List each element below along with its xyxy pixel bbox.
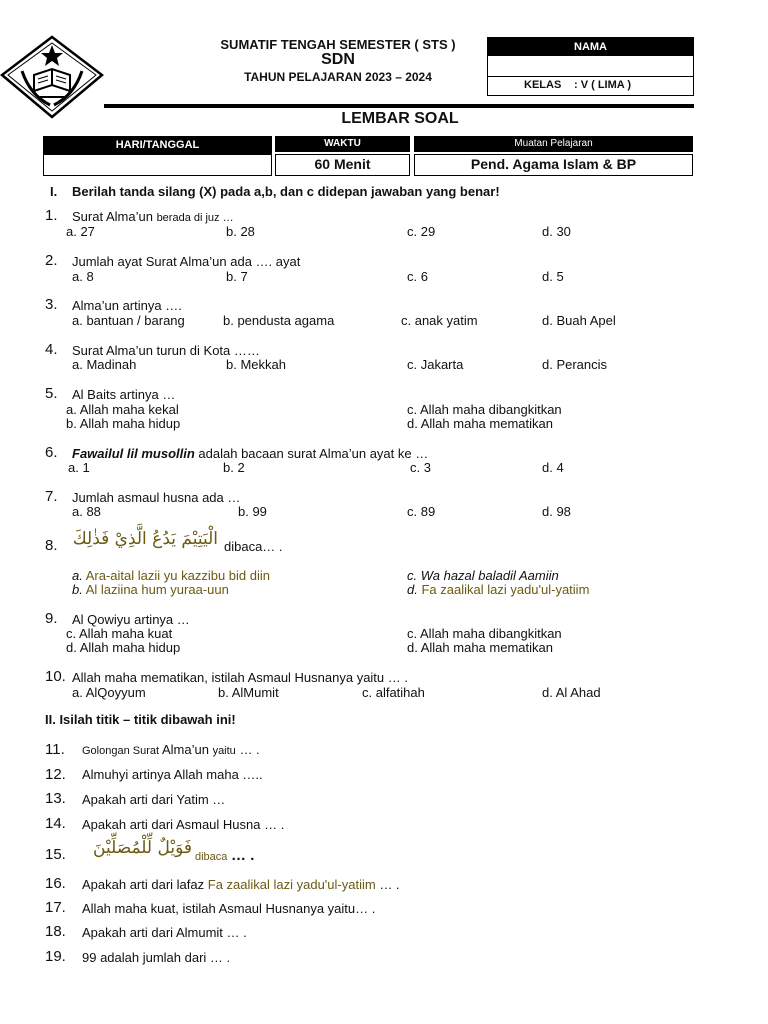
q5-option-a[interactable]: a. Allah maha kekal bbox=[66, 402, 179, 417]
q6-option-c[interactable]: c. 3 bbox=[410, 460, 431, 475]
school-logo bbox=[0, 35, 104, 119]
q7-option-b[interactable]: b. 99 bbox=[238, 504, 267, 519]
muatan-value: Pend. Agama Islam & BP bbox=[414, 154, 693, 176]
question-6-bold-text: Fawailul lil musollin bbox=[72, 446, 195, 461]
question-19-number: 19. bbox=[45, 948, 66, 965]
q5-option-b[interactable]: b. Allah maha hidup bbox=[66, 416, 181, 431]
header-divider bbox=[104, 104, 694, 108]
q6-option-a[interactable]: a. 1 bbox=[68, 460, 90, 475]
question-10-text: Allah maha mematikan, istilah Asmaul Husnanya yaitu … . bbox=[72, 670, 408, 685]
q8-option-c[interactable]: c. Wa hazal baladil Aamiin bbox=[407, 568, 559, 583]
question-2-text: Jumlah ayat Surat Alma’un ada …. ayat bbox=[72, 254, 301, 269]
question-16-end: … . bbox=[379, 877, 400, 892]
question-5-number: 5. bbox=[45, 385, 58, 402]
question-13-text: Apakah arti dari Yatim … bbox=[82, 792, 226, 807]
question-11-main: Alma’un bbox=[161, 742, 209, 757]
question-7-text: Jumlah asmaul husna ada … bbox=[72, 490, 241, 505]
question-15-small: dibaca bbox=[195, 851, 228, 863]
question-12-number: 12. bbox=[45, 766, 66, 783]
question-8-text: dibaca… . bbox=[224, 539, 283, 554]
q10-option-b[interactable]: b. AlMumit bbox=[218, 685, 279, 700]
q3-option-a[interactable]: a. bantuan / barang bbox=[72, 313, 185, 328]
q8-option-d-text: Fa zaalikal lazi yadu'ul-yatiim bbox=[421, 582, 590, 597]
question-2-number: 2. bbox=[45, 252, 58, 269]
q8-option-a[interactable] bbox=[72, 568, 270, 583]
question-4-text: Surat Alma’un turun di Kota …… bbox=[72, 343, 260, 358]
question-17-number: 17. bbox=[45, 899, 66, 916]
q10-option-d[interactable]: d. Al Ahad bbox=[542, 685, 601, 700]
q6-option-b[interactable]: b. 2 bbox=[223, 460, 245, 475]
section-2-instruction: II. Isilah titik – titik dibawah ini! bbox=[45, 712, 236, 727]
q3-option-d[interactable]: d. Buah Apel bbox=[542, 313, 616, 328]
question-18-text: Apakah arti dari Almumit … . bbox=[82, 925, 247, 940]
hari-label: HARI/TANGGAL bbox=[43, 136, 272, 154]
q8-option-a-letter: a. bbox=[72, 568, 83, 583]
q6-option-d[interactable]: d. 4 bbox=[542, 460, 564, 475]
question-16-olive: Fa zaalikal lazi yadu'ul-yatiim bbox=[207, 877, 376, 892]
q2-option-a[interactable]: a. 8 bbox=[72, 269, 94, 284]
question-7-number: 7. bbox=[45, 488, 58, 505]
question-6-number: 6. bbox=[45, 444, 58, 461]
q4-option-d[interactable]: d. Perancis bbox=[542, 357, 608, 372]
q7-option-d[interactable]: d. 98 bbox=[542, 504, 571, 519]
q5-option-d[interactable]: d. Allah maha mematikan bbox=[407, 416, 553, 431]
exam-title-line: SUMATIF TENGAH SEMESTER ( STS ) bbox=[220, 37, 456, 52]
q10-option-a[interactable]: a. AlQoyyum bbox=[72, 685, 146, 700]
section-1-number: I. bbox=[50, 184, 58, 199]
question-8-number: 8. bbox=[45, 537, 58, 554]
kelas-label: KELAS bbox=[524, 79, 562, 91]
q9-option-b[interactable]: d. Allah maha hidup bbox=[66, 640, 181, 655]
q8-option-d-letter: d. bbox=[407, 582, 418, 597]
nama-label: NAMA bbox=[488, 38, 693, 56]
q4-option-a[interactable]: a. Madinah bbox=[72, 357, 137, 372]
question-8-arabic: الْيَتِيْمَ يَدُعُ الَّذِيْ فَذٰلِكَ bbox=[72, 529, 218, 549]
q2-option-d[interactable]: d. 5 bbox=[542, 269, 564, 284]
q1-option-d[interactable]: d. 30 bbox=[542, 224, 571, 239]
q5-option-c[interactable]: c. Allah maha dibangkitkan bbox=[407, 402, 562, 417]
waktu-label: WAKTU bbox=[275, 136, 410, 152]
q7-option-a[interactable]: a. 88 bbox=[72, 504, 101, 519]
q4-option-c[interactable]: c. Jakarta bbox=[407, 357, 464, 372]
question-9-number: 9. bbox=[45, 610, 58, 627]
question-6-text bbox=[72, 446, 428, 461]
q9-option-a[interactable]: c. Allah maha kuat bbox=[66, 626, 173, 641]
q10-option-c[interactable]: c. alfatihah bbox=[362, 685, 425, 700]
question-16-number: 16. bbox=[45, 875, 66, 892]
q2-option-c[interactable]: c. 6 bbox=[407, 269, 428, 284]
q8-option-b-text: Al laziina hum yuraa-uun bbox=[85, 582, 229, 597]
q2-option-b[interactable]: b. 7 bbox=[226, 269, 248, 284]
q8-option-b-letter: b. bbox=[72, 582, 83, 597]
q9-option-c[interactable]: c. Allah maha dibangkitkan bbox=[407, 626, 562, 641]
question-1-number: 1. bbox=[45, 207, 58, 224]
question-11-end: … . bbox=[239, 742, 260, 757]
question-13-number: 13. bbox=[45, 790, 66, 807]
q3-option-c[interactable]: c. anak yatim bbox=[401, 313, 478, 328]
section-1-instruction: Berilah tanda silang (X) pada a,b, dan c didepan jawaban yang benar! bbox=[72, 184, 500, 199]
question-1-text-small: berada di juz … bbox=[156, 212, 234, 224]
q8-option-b[interactable] bbox=[72, 582, 229, 597]
question-14-text: Apakah arti dari Asmaul Husna … . bbox=[82, 817, 285, 832]
question-11-number: 11. bbox=[45, 741, 65, 758]
question-14-number: 14. bbox=[45, 815, 66, 832]
question-15-text bbox=[195, 847, 254, 864]
hari-field[interactable] bbox=[43, 154, 272, 176]
page-title: LEMBAR SOAL bbox=[341, 110, 459, 127]
question-1-text bbox=[72, 209, 234, 224]
question-16-main: Apakah arti dari lafaz bbox=[82, 877, 205, 892]
question-11-text bbox=[82, 742, 260, 757]
question-12-text: Almuhyi artinya Allah maha ….. bbox=[82, 767, 263, 782]
student-info-box bbox=[487, 37, 694, 96]
question-4-number: 4. bbox=[45, 341, 58, 358]
question-5-text: Al Baits artinya … bbox=[72, 387, 176, 402]
q8-option-d[interactable] bbox=[407, 582, 589, 597]
q4-option-b[interactable]: b. Mekkah bbox=[226, 357, 286, 372]
question-1-text-main: Surat Alma’un bbox=[72, 209, 153, 224]
question-3-text: Alma’un artinya …. bbox=[72, 298, 182, 313]
q1-option-c[interactable]: c. 29 bbox=[407, 224, 436, 239]
question-19-text: 99 adalah jumlah dari … . bbox=[82, 950, 231, 965]
waktu-value: 60 Menit bbox=[275, 154, 410, 176]
question-18-number: 18. bbox=[45, 923, 66, 940]
question-6-text-main: adalah bacaan surat Alma’un ayat ke … bbox=[198, 446, 429, 461]
question-10-number: 10. bbox=[45, 668, 66, 685]
school-year: TAHUN PELAJARAN 2023 – 2024 bbox=[244, 70, 432, 84]
question-15-arabic: فَوَيْلٌ لِّلْمُصَلِّيْنَ bbox=[93, 838, 192, 858]
question-15-number: 15. bbox=[45, 846, 66, 863]
question-11-small-2: yaitu bbox=[212, 745, 236, 757]
question-16-text bbox=[82, 877, 400, 892]
q1-option-b[interactable]: b. 28 bbox=[226, 224, 255, 239]
q8-option-a-text: Ara-aital lazii yu kazzibu bid diin bbox=[85, 568, 271, 583]
muatan-label: Muatan Pelajaran bbox=[414, 136, 693, 152]
q7-option-c[interactable]: c. 89 bbox=[407, 504, 436, 519]
question-11-small-1: Golongan Surat bbox=[82, 745, 160, 757]
question-15-end: … . bbox=[231, 847, 255, 864]
kelas-value: : V ( LIMA ) bbox=[574, 79, 632, 91]
question-3-number: 3. bbox=[45, 296, 58, 313]
school-name: SDN bbox=[321, 51, 355, 68]
question-9-text: Al Qowiyu artinya … bbox=[72, 612, 190, 627]
q1-option-a[interactable]: a. 27 bbox=[66, 224, 95, 239]
q9-option-d[interactable]: d. Allah maha mematikan bbox=[407, 640, 553, 655]
q3-option-b[interactable]: b. pendusta agama bbox=[223, 313, 335, 328]
nama-field[interactable] bbox=[488, 56, 693, 77]
question-17-text: Allah maha kuat, istilah Asmaul Husnanya yaitu… . bbox=[82, 901, 376, 916]
